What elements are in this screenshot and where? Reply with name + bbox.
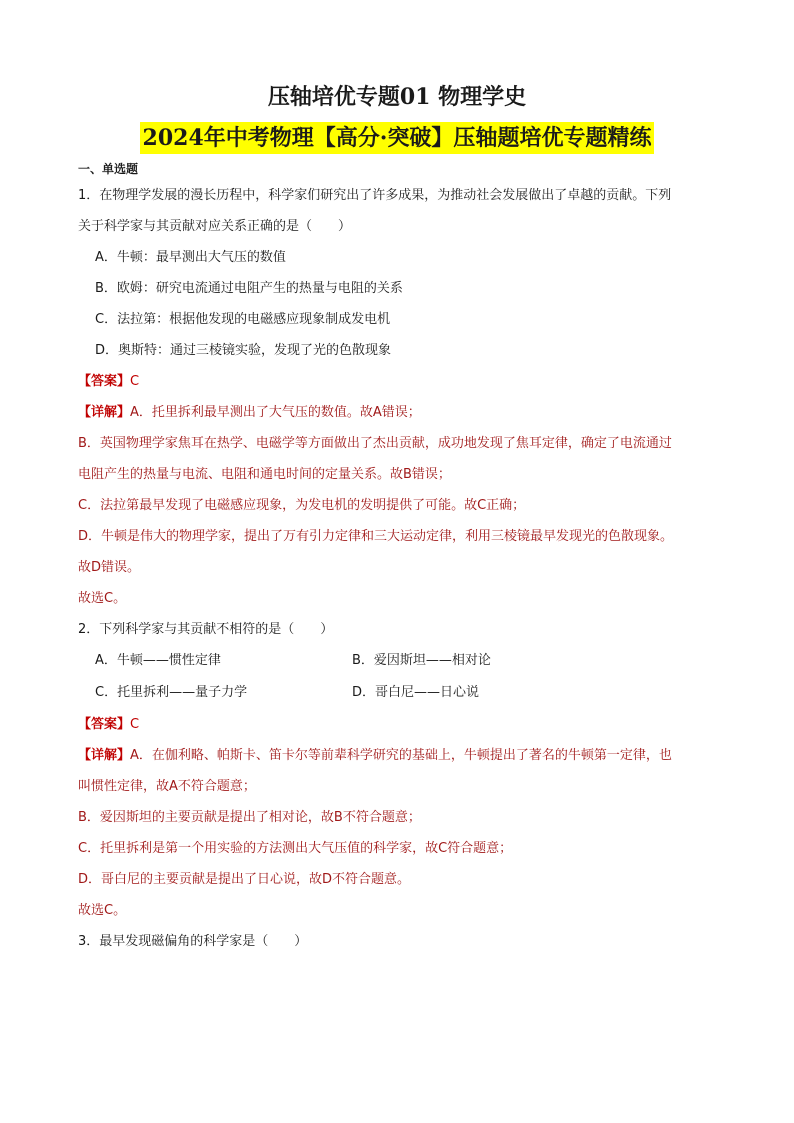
detail-tag: 【详解】: [78, 405, 131, 420]
q2-option-b: B．爱因斯坦——相对论: [352, 653, 491, 668]
q2-option-c: C．托里拆利——量子力学: [95, 685, 248, 700]
detail-text: A．托里拆利最早测出了大气压的数值。故A错误；: [130, 405, 421, 420]
q2-conclusion: 故选C。: [78, 903, 127, 918]
page-title: 压轴培优专题01 物理学史: [267, 84, 527, 110]
subtitle-banner: [0, 122, 794, 154]
q2-stem: 2．下列科学家与其贡献不相符的是（ ）: [78, 622, 334, 637]
answer-value: C: [130, 717, 140, 732]
q1-detail-line: C．法拉第最早发现了电磁感应现象，为发电机的发明提供了可能。故C正确；: [78, 498, 526, 513]
q1-detail-line: 故D错误。: [78, 560, 141, 575]
q1-answer: [78, 373, 139, 391]
q2-detail-line: 叫惯性定律，故A不符合题意；: [78, 779, 256, 794]
q3-stem: 3．最早发现磁偏角的科学家是（ ）: [78, 934, 308, 949]
q1-stem-line2: 关于科学家与其贡献对应关系正确的是（ ）: [78, 219, 352, 234]
q1-option-b: B．欧姆：研究电流通过电阻产生的热量与电阻的关系: [95, 281, 403, 296]
q1-stem-line1: 1．在物理学发展的漫长历程中，科学家们研究出了许多成果，为推动社会发展做出了卓越的贡献。下列: [78, 188, 672, 203]
detail-text: A．在伽利略、帕斯卡、笛卡尔等前辈科学研究的基础上，牛顿提出了著名的牛顿第一定律，也: [130, 748, 672, 763]
q1-detail-line: [78, 404, 421, 422]
q2-detail-line: D．哥白尼的主要贡献是提出了日心说，故D不符合题意。: [78, 872, 411, 887]
q1-option-d: D．奥斯特：通过三棱镜实验，发现了光的色散现象: [95, 343, 392, 358]
q1-detail-line: D．牛顿是伟大的物理学家，提出了万有引力定律和三大运动定律，利用三棱镜最早发现光的色散现象。: [78, 529, 674, 544]
section-heading: 一、单选题: [78, 162, 139, 176]
q2-option-a: A．牛顿——惯性定律: [95, 653, 221, 668]
q2-detail-line: [78, 747, 672, 765]
detail-tag: 【详解】: [78, 748, 131, 763]
answer-tag: 【答案】: [78, 374, 131, 389]
answer-tag: 【答案】: [78, 717, 131, 732]
q1-conclusion: 故选C。: [78, 591, 127, 606]
q1-option-a: A．牛顿：最早测出大气压的数值: [95, 250, 286, 265]
q1-detail-line: B．英国物理学家焦耳在热学、电磁学等方面做出了杰出贡献，成功地发现了焦耳定律，确定了电流通过: [78, 436, 672, 451]
q1-option-c: C．法拉第：根据他发现的电磁感应现象制成发电机: [95, 312, 391, 327]
q2-detail-line: C．托里拆利是第一个用实验的方法测出大气压值的科学家，故C符合题意；: [78, 841, 513, 856]
q2-option-d: D．哥白尼——日心说: [352, 685, 480, 700]
q1-detail-line: 电阻产生的热量与电流、电阻和通电时间的定量关系。故B错误；: [78, 467, 451, 482]
page-subtitle: 2024年中考物理【高分·突破】压轴题培优专题精练: [140, 122, 655, 154]
q2-detail-line: B．爱因斯坦的主要贡献是提出了相对论，故B不符合题意；: [78, 810, 421, 825]
q2-answer: [78, 716, 139, 734]
answer-value: C: [130, 374, 140, 389]
